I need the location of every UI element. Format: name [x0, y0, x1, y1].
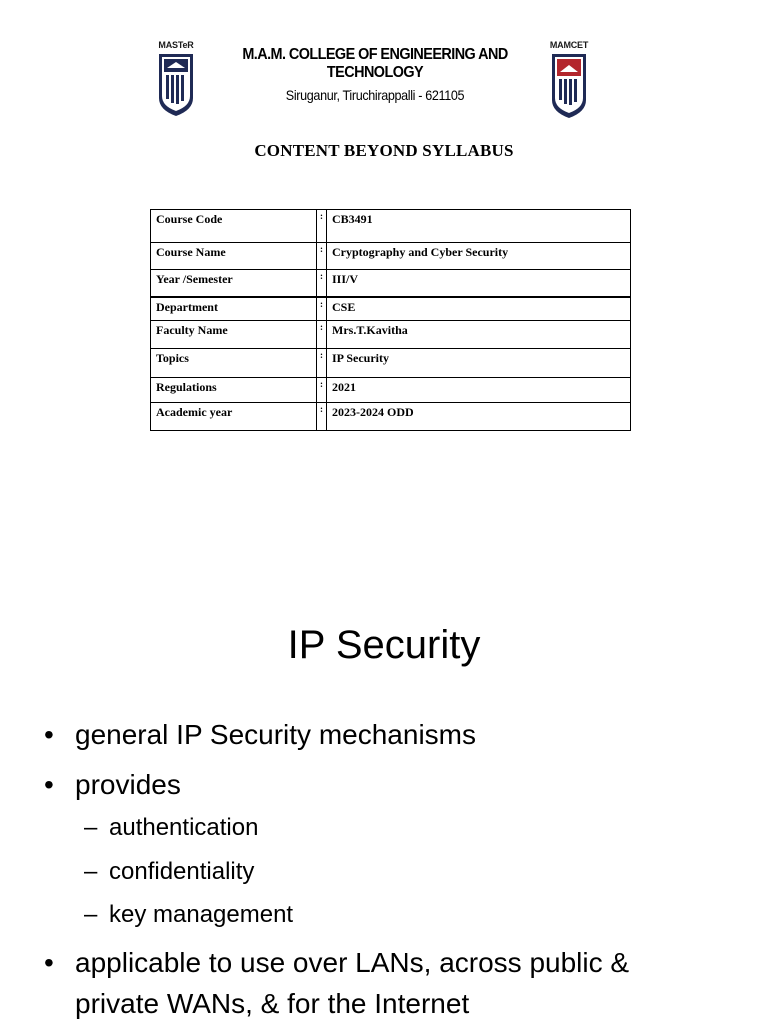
row-separator: :	[317, 297, 327, 321]
row-label: Academic year	[151, 403, 317, 431]
slide-title: IP Security	[287, 623, 481, 667]
table-row	[151, 243, 631, 270]
row-label: Year /Semester	[151, 270, 317, 297]
dash-icon: –	[84, 858, 98, 885]
dash-icon: –	[84, 901, 98, 928]
bullet-text: applicable to use over LANs, across public &	[75, 947, 630, 978]
college-logo-right	[549, 40, 589, 120]
bullet-icon: •	[44, 947, 54, 978]
row-separator: :	[317, 403, 327, 431]
logo-caption-right: MAMCET	[549, 40, 589, 50]
row-value: CB3491	[327, 210, 631, 243]
row-label: Course Name	[151, 243, 317, 270]
college-logo-left	[156, 40, 196, 120]
row-separator: :	[317, 243, 327, 270]
bullet-icon: •	[44, 769, 54, 800]
sub-bullet-text: key management	[109, 901, 294, 928]
table-row	[151, 403, 631, 431]
table-row	[151, 270, 631, 297]
bullet-text: private WANs, & for the Internet	[75, 988, 470, 1019]
bullet-icon: •	[44, 719, 54, 750]
logo-caption-left: MASTeR	[158, 40, 194, 50]
dash-icon: –	[84, 814, 98, 841]
row-value: Cryptography and Cyber Security	[327, 243, 631, 270]
row-separator: :	[317, 270, 327, 297]
row-separator: :	[317, 349, 327, 378]
table-row	[151, 210, 631, 243]
table-row	[151, 349, 631, 378]
row-label: Department	[151, 297, 317, 321]
row-separator: :	[317, 378, 327, 403]
crest-left-icon	[157, 52, 195, 118]
row-label: Topics	[151, 349, 317, 378]
document-heading: CONTENT BEYOND SYLLABUS	[254, 141, 514, 160]
bullet-text: general IP Security mechanisms	[75, 719, 476, 750]
row-value: IP Security	[327, 349, 631, 378]
table-row	[151, 297, 631, 321]
row-label: Course Code	[151, 210, 317, 243]
course-info-table	[150, 209, 631, 431]
table-row	[151, 378, 631, 403]
row-label: Faculty Name	[151, 321, 317, 349]
row-value: CSE	[327, 297, 631, 321]
bullet-text: provides	[75, 769, 181, 800]
college-name: M.A.M. COLLEGE OF ENGINEERING AND TECHNOLOGY	[242, 46, 508, 81]
row-separator: :	[317, 321, 327, 349]
row-value: 2023-2024 ODD	[327, 403, 631, 431]
row-separator: :	[317, 210, 327, 243]
crest-right-icon	[550, 52, 588, 120]
row-value: 2021	[327, 378, 631, 403]
row-value: III/V	[327, 270, 631, 297]
table-row	[151, 321, 631, 349]
college-address: Siruganur, Tiruchirappalli - 621105	[285, 87, 465, 103]
row-label: Regulations	[151, 378, 317, 403]
sub-bullet-text: authentication	[109, 814, 259, 841]
row-value: Mrs.T.Kavitha	[327, 321, 631, 349]
sub-bullet-text: confidentiality	[109, 858, 255, 885]
